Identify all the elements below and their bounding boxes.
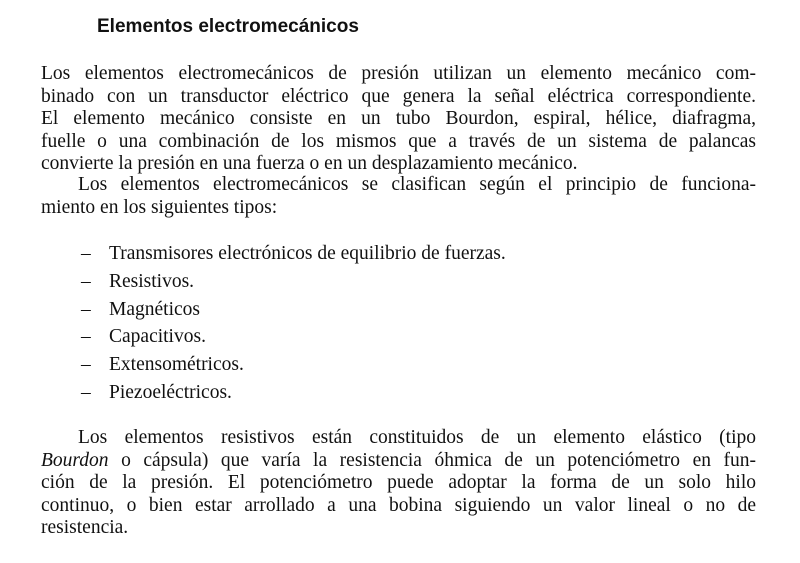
list-dash: –: [81, 326, 91, 348]
paragraph-resistive: [41, 427, 756, 540]
list-dash: –: [81, 354, 91, 376]
paragraph-line: ción de la presión. El potenciómetro puede adoptar la forma de un solo hilo: [41, 472, 756, 493]
paragraph-classification: [41, 174, 756, 219]
paragraph-line: fuelle o una combinación de los mismos que a través de un sistema de palancas: [41, 130, 756, 152]
paragraph-line: binado con un transductor eléctrico que genera la señal eléctrica correspondiente.: [41, 85, 756, 107]
list-item: [81, 351, 506, 379]
paragraph-line: Los elementos electromecánicos se clasifican según el principio de funciona-: [78, 174, 756, 195]
list-item-label: Piezoeléctricos.: [109, 381, 232, 403]
list-item: [81, 379, 506, 407]
list-dash: –: [81, 298, 91, 320]
list-dash: –: [81, 243, 91, 264]
list-item-label: Resistivos.: [109, 270, 195, 292]
list-item-label: Capacitivos.: [109, 326, 206, 348]
paragraph-line: El elemento mecánico consiste en un tubo Bourdon, espiral, hélice, diafragma,: [41, 108, 756, 129]
paragraph-intro: [41, 63, 756, 176]
paragraph-line: miento en los siguientes tipos:: [41, 196, 278, 218]
list-item: [81, 296, 506, 324]
list-item-label: Magnéticos: [109, 298, 200, 320]
list-item-label: Extensométricos.: [109, 354, 244, 376]
list-item-label: Transmisores electrónicos de equilibrio de fuerzas.: [109, 243, 506, 264]
paragraph-line: resistencia.: [41, 517, 129, 538]
list-item: [81, 240, 506, 268]
paragraph-line-rest: o cápsula) que varía la resistencia óhmica de un potenciómetro en fun-: [108, 449, 756, 471]
paragraph-line: convierte la presión en una fuerza o en un desplazamiento mecánico.: [41, 153, 578, 174]
types-list: [81, 240, 506, 407]
paragraph-line: [41, 450, 756, 473]
list-item: [81, 268, 506, 296]
paragraph-line: Los elementos resistivos están constituidos de un elemento elástico (tipo: [78, 427, 756, 448]
paragraph-line: continuo, o bien estar arrollado a una bobina siguiendo un valor lineal o no de: [41, 494, 756, 516]
paragraph-line: Los elementos electromecánicos de presión utilizan un elemento mecánico com-: [41, 63, 756, 84]
list-item: [81, 323, 506, 351]
list-dash: –: [81, 270, 91, 292]
section-title: Elementos electromecánicos: [97, 16, 359, 37]
italic-term: Bourdon: [41, 449, 109, 471]
list-dash: –: [81, 381, 91, 403]
